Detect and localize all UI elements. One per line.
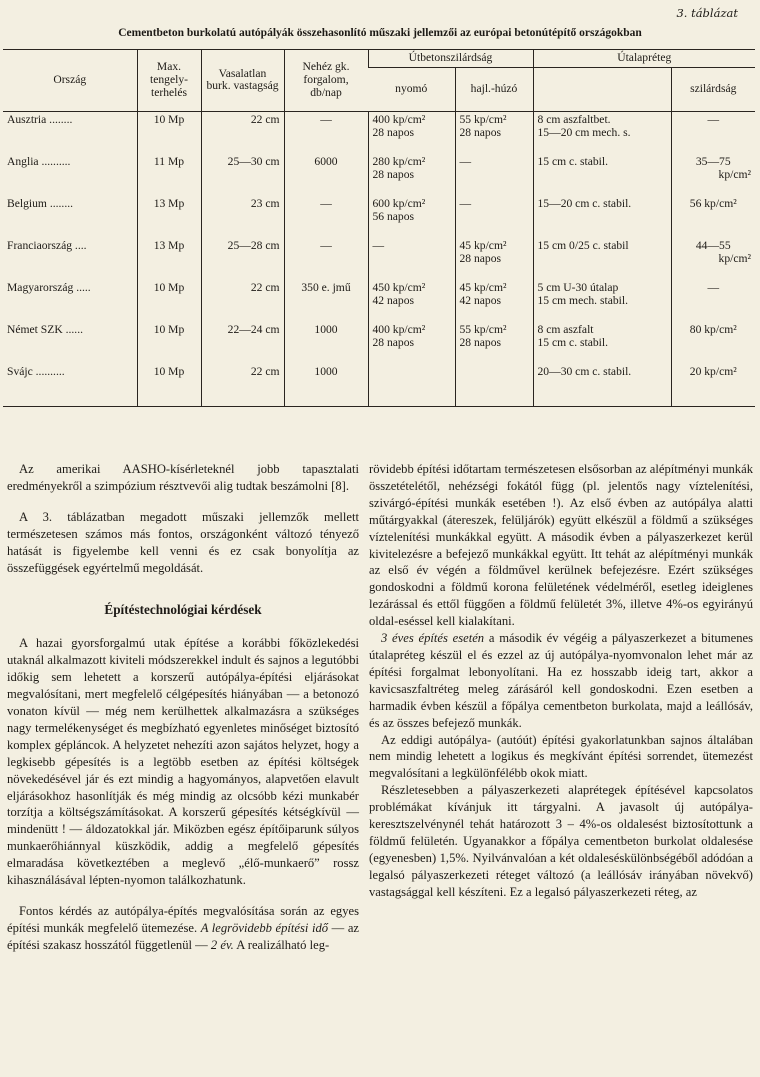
header-compression: nyomó [368, 67, 455, 111]
cell-line: 280 kp/cm² [372, 154, 426, 168]
table-row [3, 280, 755, 322]
paragraph [369, 630, 753, 731]
table-title: Cementbeton burkolatú autópályák összehasonlító műszaki jellemzői az európai betonútépítő országokban [118, 27, 642, 39]
cell-line: 15—20 cm mech. s. [537, 125, 631, 139]
table-row [3, 364, 755, 407]
table-cell-base [533, 111, 671, 154]
table-cell-axle: 13 Mp [137, 238, 201, 280]
table-cell-strength [671, 322, 755, 364]
paragraph: Az amerikai AASHO-kísérleteknél jobb tapasztalati eredményekről a szimpózium résztvevői alig tudtak beszámolni [8]. [7, 462, 359, 493]
cell-line: 20—30 cm c. stabil. [537, 364, 632, 378]
table-cell-base [533, 322, 671, 364]
cell-line: 35—75 [695, 154, 731, 168]
table-cell-strength [671, 196, 755, 238]
table-cell-thickness: 22 cm [201, 111, 284, 154]
table-cell-strength [671, 364, 755, 407]
table-cell-axle: 10 Mp [137, 364, 201, 407]
table-cell-axle: 13 Mp [137, 196, 201, 238]
cell-line: 56 napos [372, 209, 415, 223]
cell-line: 600 kp/cm² [372, 196, 426, 210]
comparison-table [3, 49, 755, 407]
cell-line: 15 cm 0/25 c. stabil [537, 238, 629, 252]
cell-line: 400 kp/cm² [372, 322, 426, 336]
table-cell-comp [368, 238, 455, 280]
table-cell-thickness: 23 cm [201, 196, 284, 238]
table-body [3, 111, 755, 406]
table-cell-thickness: 22—24 cm [201, 322, 284, 364]
header-base-strength: szilárdság [671, 67, 755, 111]
table-cell-base [533, 364, 671, 407]
cell-line: 15 cm mech. stabil. [537, 293, 628, 307]
header-bending: hajl.-húzó [455, 67, 533, 111]
table-cell-traffic: 350 e. jmű [284, 280, 368, 322]
cell-line: 42 napos [459, 293, 502, 307]
emphasis-text: A legrövidebb építési idő [200, 920, 329, 935]
cell-line: 5 cm U-30 útalap [537, 280, 619, 294]
table-cell-country: Anglia .......... [7, 154, 71, 168]
cell-line: 28 napos [372, 335, 415, 349]
cell-line: — [459, 196, 472, 210]
table-cell-base [533, 154, 671, 196]
cell-line: 28 napos [459, 125, 502, 139]
cell-line: — [459, 154, 472, 168]
header-max-axle: Max. tengely-terhelés [137, 50, 201, 112]
cell-line: 20 kp/cm² [689, 364, 737, 378]
right-column [369, 461, 753, 901]
table-cell-traffic: 1000 [284, 364, 368, 407]
table-cell-country: Svájc .......... [3, 364, 137, 407]
paragraph [7, 903, 359, 954]
table-cell-country: Belgium ........ [7, 196, 74, 210]
paragraph: rövidebb építési időtartam természetesen elsősorban az alépítményi munkák összetételétől, nehézségi fokától függ (pl. jelentős nagy víztelenítési, szivárgó-építési munkák esetében !). Az első évben az autópálya alatti műtárgyakkal (átereszek, felüljárók) együtt elkészül a földmű a szükséges víztelenítési munkákkal együtt. A második évben a pályaszerkezet kerül kivitelezésre a befejező munkákkal együtt. Itt tehát az alépítményi munkák az első év végén a földművel kerülnek befejezésre. Ezért szükséges gondoskodni a földmű korona felületének védelméről, esetleg ideiglenes lezárással és ettől függően a földmű felületét 3%, illetve 4%-os egyirányú oldal-eséssel kell kialakítani. [369, 462, 753, 629]
table-cell-comp [368, 364, 455, 407]
table-cell-bend [455, 280, 533, 322]
table-cell-traffic: 6000 [284, 154, 368, 196]
cell-line: 45 kp/cm² [459, 238, 507, 252]
cell-line: 15—20 cm c. stabil. [537, 196, 632, 210]
table-row [3, 154, 755, 196]
table-cell-comp [368, 111, 455, 154]
table-row [3, 196, 755, 238]
table-cell-bend [455, 364, 533, 407]
table-cell-axle: 10 Mp [137, 111, 201, 154]
paragraph: Részletesebben a pályaszerkezeti alaprétegek építésével kapcsolatos problémákat kívánjuk itt tárgyalni. A javasolt új autópálya-keresztszelvénynél tehát határozott 3 – 4%-os oldalesést biztosítottunk a földmű felületén. Ugyanakkor a főpálya cementbeton burkolat oldalesése (egyenesben) 1,5%. Nyilvánvalóan a két oldaleséskülönbségéből adódóan a legalsó pályaszerkezeti réteget változó (a leállósáv irányában növekvő) vastagsággal kell készíteni. Ez a legalsó pályaszerkezeti réteg, az [369, 783, 753, 899]
table-cell-traffic: 1000 [284, 322, 368, 364]
cell-line: 42 napos [372, 293, 415, 307]
cell-line: 450 kp/cm² [372, 280, 426, 294]
section-heading: Építéstechnológiai kérdések [104, 602, 262, 618]
cell-line: 80 kp/cm² [689, 322, 737, 336]
table-cell-traffic: — [284, 111, 368, 154]
cell-line: 15 cm c. stabil. [537, 335, 609, 349]
cell-line: 28 napos [372, 167, 415, 181]
table-cell-strength [671, 111, 755, 154]
emphasis-text: 2 év. [210, 937, 234, 952]
cell-line: — [707, 112, 720, 126]
emphasis-text: 3 éves építés esetén [381, 631, 485, 646]
table-row [3, 322, 755, 364]
paragraph: A hazai gyorsforgalmú utak építése a korábbi főközlekedési utaknál alkalmazott kiviteli módszerekkel indult és sajnos a legutóbbi időkig sem lehetett a korszerű autópálya-építési eljárásokat megvalósítani, mert megfelelő célgépesítés hiányában — a betonozó vonaton kívül — még nem kerülhettek alkalmazásra a szükséges nagy termelékenységet és megbízható egyenletes minőséget biztosító komplex gépláncok. A helyzetet nehezíti azon sajátos helyzet, hogy a legkisebb gépesítés is a legtöbb esetben az építési költségek növekedésével jár és ezt mindig a hagyományos, alapvetően elavult eljárásokhoz hasonlítják és még mindig az olcsóbb kézi munkabér torzítja a költségszámításokat. A korszerű gépesítés kétségkívül — mindenütt ! — áldozatokkal jár. Miközben egész építőiparunk súlyos munkaerőhiánnyal küszködik, addig a megfelelő gépesítés elmaradása következtében a meglevő „élő-munkaerő” rossz kihasználásával lépten-nyomon találkozhatunk. [7, 636, 359, 888]
table-cell-traffic: — [284, 238, 368, 280]
cell-line: — [707, 280, 720, 294]
table-cell-comp [368, 280, 455, 322]
table-cell-thickness: 22 cm [201, 280, 284, 322]
table-cell-base [533, 196, 671, 238]
table-cell-comp [368, 322, 455, 364]
table-cell-bend [455, 238, 533, 280]
header-base-type [533, 67, 671, 111]
header-country: Ország [3, 50, 137, 112]
cell-line: 8 cm aszfaltbet. [537, 112, 611, 126]
table-cell-axle: 11 Mp [137, 154, 201, 196]
table-cell-bend [455, 196, 533, 238]
text-run: A realizálható leg- [233, 937, 330, 952]
table-cell-country: Ausztria ........ [7, 112, 73, 126]
cell-line: kp/cm² [718, 167, 751, 181]
table-cell-strength [671, 280, 755, 322]
table-cell-bend [455, 154, 533, 196]
cell-line: 400 kp/cm² [372, 112, 426, 126]
table-cell-axle: 10 Mp [137, 280, 201, 322]
table-row [3, 238, 755, 280]
table-cell-comp [368, 154, 455, 196]
table-cell-base [533, 280, 671, 322]
cell-line: kp/cm² [718, 251, 751, 265]
table-cell-traffic: — [284, 196, 368, 238]
text-run: Fontos kérdés az autópálya-építés megvalósítása során az egyes építési munkák megfelelő ütemezése. [7, 903, 359, 935]
table-cell-strength [671, 154, 755, 196]
header-thickness: Vasalatlan burk. vastagság [201, 50, 284, 112]
cell-line: 56 kp/cm² [689, 196, 737, 210]
cell-line: 15 cm c. stabil. [537, 154, 609, 168]
cell-line: 28 napos [459, 335, 502, 349]
table-cell-strength [671, 238, 755, 280]
paragraph: Az eddigi autópálya- (autóút) építési gyakorlatunkban sajnos általában nem mindig lehetett a logikus és megkívánt építési sorrendet, ütemezést megvalósítani a legkülönfélébb okok miatt. [369, 732, 753, 781]
table-row [3, 111, 755, 154]
header-concrete-strength: Útbetonszilárdság [368, 50, 533, 68]
cell-line: 28 napos [459, 251, 502, 265]
text-run: — az építési szakasz hosszától függetlenül — [7, 920, 360, 952]
table-cell-comp [368, 196, 455, 238]
header-base-layer: Útalapréteg [533, 50, 755, 68]
table-number: 3. táblázat [676, 6, 738, 20]
cell-line: 55 kp/cm² [459, 112, 507, 126]
header-traffic: Nehéz gk. forgalom, db/nap [284, 50, 368, 112]
table-cell-country: Magyarország ..... [7, 280, 91, 294]
left-column [7, 461, 359, 954]
cell-line: 8 cm aszfalt [537, 322, 594, 336]
table-cell-axle: 10 Mp [137, 322, 201, 364]
cell-line: — [372, 238, 385, 252]
cell-line: 44—55 [695, 238, 731, 252]
table-cell-thickness: 25—30 cm [201, 154, 284, 196]
table-cell-base [533, 238, 671, 280]
table-cell-country: Német SZK ...... [7, 322, 83, 336]
table-cell-thickness: 25—28 cm [201, 238, 284, 280]
table-cell-bend [455, 111, 533, 154]
cell-line: 55 kp/cm² [459, 322, 507, 336]
table-cell-thickness: 22 cm [201, 364, 284, 407]
table-cell-bend [455, 322, 533, 364]
table-cell-country: Franciaország .... [7, 238, 87, 252]
paragraph: A 3. táblázatban megadott műszaki jellemzők mellett természetesen számos más fontos, országonként változó tényező hatását is figyelembe kell venni és ez csak bonyolítja az összefüggések egyértelmű megoldását. [7, 509, 359, 575]
cell-line: 45 kp/cm² [459, 280, 507, 294]
text-run: a második év végéig a pályaszerkezet a bitumenes útalapréteg készül el és ezzel az új autópálya-nyomvonalon lehet már az építési forgalmat lebonyolítani. Ha ez hosszabb ideig tart, akkor a kavicsaszfaltréteg meleg zárásáról kell gondoskodni. Ezen esetben a harmadik évben készül a főpálya cementbeton burkolata, majd a leállósáv, és az összes befejező munkák. [369, 631, 753, 730]
cell-line: 28 napos [372, 125, 415, 139]
